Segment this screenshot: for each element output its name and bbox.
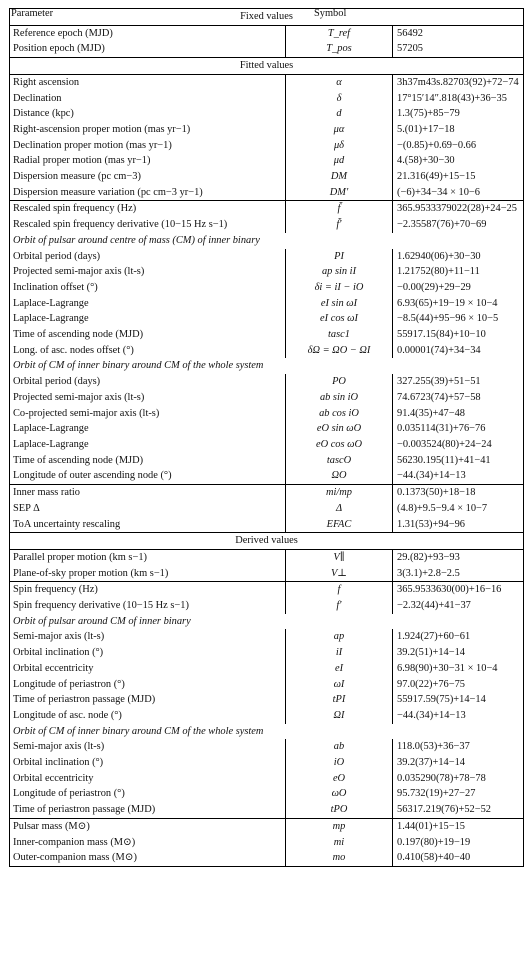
value-cell: 0.1373(50)+18−18 — [393, 485, 524, 501]
section-header-row — [10, 533, 524, 550]
parameter-cell: Projected semi-major axis (lt-s) — [10, 390, 286, 406]
value-cell: 5.(01)+17−18 — [393, 122, 524, 138]
subsection-title: Orbit of pulsar around CM of inner binary — [10, 614, 524, 630]
symbol-cell: eI sin ωI — [286, 296, 393, 312]
value-cell: 56317.219(76)+52−52 — [393, 802, 524, 818]
table-row — [10, 677, 524, 693]
parameter-cell: Position epoch (MJD) — [10, 41, 286, 57]
table-row — [10, 74, 524, 90]
value-cell: 1.62940(06)+30−30 — [393, 249, 524, 265]
symbol-cell: eO cos ωO — [286, 437, 393, 453]
value-cell: −(0.85)+0.69−0.66 — [393, 138, 524, 154]
parameter-cell: Distance (kpc) — [10, 106, 286, 122]
symbol-cell: eO — [286, 771, 393, 787]
section-title: Fitted values — [10, 58, 524, 75]
value-cell: 21.316(49)+15−15 — [393, 169, 524, 185]
parameter-cell: Longitude of periastron (°) — [10, 677, 286, 693]
table-row — [10, 802, 524, 818]
symbol-cell: f̃ — [286, 201, 393, 217]
parameter-cell: Spin frequency derivative (10−15 Hz s−1) — [10, 598, 286, 614]
subsection-header-row — [10, 614, 524, 630]
parameter-cell: Inner mass ratio — [10, 485, 286, 501]
symbol-cell: δ — [286, 91, 393, 107]
value-cell: 39.2(37)+14−14 — [393, 755, 524, 771]
value-cell: 95.732(19)+27−27 — [393, 786, 524, 802]
table-row — [10, 343, 524, 359]
symbol-cell: PI — [286, 249, 393, 265]
value-cell: −44.(34)+14−13 — [393, 708, 524, 724]
table-row — [10, 138, 524, 154]
value-cell: −2.32(44)+41−37 — [393, 598, 524, 614]
table-row — [10, 629, 524, 645]
value-cell: (−6)+34−34 × 10−6 — [393, 185, 524, 201]
parameter-cell: Dispersion measure variation (pc cm−3 yr−1) — [10, 185, 286, 201]
symbol-cell: iI — [286, 645, 393, 661]
parameter-cell: Orbital eccentricity — [10, 661, 286, 677]
table-row — [10, 437, 524, 453]
subsection-header-row — [10, 358, 524, 374]
table-row — [10, 25, 524, 41]
table-row — [10, 421, 524, 437]
value-cell: 17°15′14″.818(43)+36−35 — [393, 91, 524, 107]
table-row — [10, 453, 524, 469]
parameter-cell: Reference epoch (MJD) — [10, 25, 286, 41]
subsection-title: Orbit of CM of inner binary around CM of the whole system — [10, 358, 524, 374]
value-cell: 97.0(22)+76−75 — [393, 677, 524, 693]
symbol-cell: ap sin iI — [286, 264, 393, 280]
parameter-cell: Laplace-Lagrange — [10, 421, 286, 437]
symbol-cell: V∥ — [286, 549, 393, 565]
value-cell: 6.93(65)+19−19 × 10−4 — [393, 296, 524, 312]
parameter-cell: Outer-companion mass (M⊙) — [10, 850, 286, 866]
symbol-cell: ωO — [286, 786, 393, 802]
table-row — [10, 468, 524, 484]
parameter-cell: Longitude of periastron (°) — [10, 786, 286, 802]
parameter-cell: Time of ascending node (MJD) — [10, 453, 286, 469]
table-row — [10, 106, 524, 122]
table-row — [10, 374, 524, 390]
parameter-cell: Orbital inclination (°) — [10, 755, 286, 771]
value-cell: 4.(58)+30−30 — [393, 153, 524, 169]
table-row — [10, 645, 524, 661]
value-cell: 3(3.1)+2.8−2.5 — [393, 566, 524, 582]
parameter-cell: SEP Δ — [10, 501, 286, 517]
table-row — [10, 485, 524, 501]
table-row — [10, 771, 524, 787]
parameter-table-container — [9, 8, 523, 867]
parameter-cell: Plane-of-sky proper motion (km s−1) — [10, 566, 286, 582]
value-cell: 57205 — [393, 41, 524, 57]
table-row — [10, 249, 524, 265]
parameter-cell: Orbital inclination (°) — [10, 645, 286, 661]
symbol-cell: mp — [286, 818, 393, 834]
parameter-cell: Right-ascension proper motion (mas yr−1) — [10, 122, 286, 138]
table-row — [10, 708, 524, 724]
value-cell: −0.003524(80)+24−24 — [393, 437, 524, 453]
table-row — [10, 755, 524, 771]
value-cell: 1.31(53)+94−96 — [393, 517, 524, 533]
value-cell: −0.00(29)+29−29 — [393, 280, 524, 296]
symbol-cell: T_ref — [286, 25, 393, 41]
value-cell: 0.035290(78)+78−78 — [393, 771, 524, 787]
parameter-cell: Longitude of asc. node (°) — [10, 708, 286, 724]
symbol-cell: eO sin ωO — [286, 421, 393, 437]
parameter-cell: Orbital eccentricity — [10, 771, 286, 787]
table-row — [10, 390, 524, 406]
symbol-cell: mi — [286, 835, 393, 851]
table-row — [10, 850, 524, 866]
section-header-row — [10, 58, 524, 75]
parameter-cell: Rescaled spin frequency (Hz) — [10, 201, 286, 217]
header-symbol: Symbol — [314, 8, 347, 19]
value-cell: 0.035114(31)+76−76 — [393, 421, 524, 437]
symbol-cell: f̃′ — [286, 217, 393, 233]
value-cell: 365.9533630(00)+16−16 — [393, 582, 524, 598]
symbol-cell: ap — [286, 629, 393, 645]
table-row — [10, 122, 524, 138]
parameter-cell: Laplace-Lagrange — [10, 437, 286, 453]
parameter-cell: Right ascension — [10, 74, 286, 90]
subsection-title: Orbit of pulsar around centre of mass (CM) of inner binary — [10, 233, 524, 249]
symbol-cell: iO — [286, 755, 393, 771]
parameter-cell: Spin frequency (Hz) — [10, 582, 286, 598]
symbol-cell: EFAC — [286, 517, 393, 533]
table-row — [10, 185, 524, 201]
table-row — [10, 311, 524, 327]
parameter-cell: Semi-major axis (lt-s) — [10, 629, 286, 645]
value-cell: −2.35587(76)+70−69 — [393, 217, 524, 233]
table-row — [10, 786, 524, 802]
parameter-cell: Orbital period (days) — [10, 249, 286, 265]
section-title: Derived values — [10, 533, 524, 550]
parameter-cell: Radial proper motion (mas yr−1) — [10, 153, 286, 169]
symbol-cell: μδ — [286, 138, 393, 154]
parameter-cell: Orbital period (days) — [10, 374, 286, 390]
parameter-table — [9, 8, 524, 867]
table-row — [10, 818, 524, 834]
table-row — [10, 598, 524, 614]
table-row — [10, 169, 524, 185]
subsection-title: Orbit of CM of inner binary around CM of the whole system — [10, 724, 524, 740]
table-row — [10, 692, 524, 708]
table-row — [10, 582, 524, 598]
parameter-cell: Rescaled spin frequency derivative (10−15 Hz s−1) — [10, 217, 286, 233]
table-body — [10, 9, 524, 867]
value-cell: 1.21752(80)+11−11 — [393, 264, 524, 280]
value-cell: 29.(82)+93−93 — [393, 549, 524, 565]
subsection-header-row — [10, 724, 524, 740]
table-row — [10, 327, 524, 343]
value-cell: 6.98(90)+30−31 × 10−4 — [393, 661, 524, 677]
parameter-cell: Dispersion measure (pc cm−3) — [10, 169, 286, 185]
table-row — [10, 41, 524, 57]
symbol-cell: mo — [286, 850, 393, 866]
value-cell: 0.197(80)+19−19 — [393, 835, 524, 851]
symbol-cell: tascO — [286, 453, 393, 469]
symbol-cell: mi/mp — [286, 485, 393, 501]
value-cell: 55917.15(84)+10−10 — [393, 327, 524, 343]
value-cell: 55917.59(75)+14−14 — [393, 692, 524, 708]
value-cell: 56492 — [393, 25, 524, 41]
parameter-cell: Inclination offset (°) — [10, 280, 286, 296]
symbol-cell: ab sin iO — [286, 390, 393, 406]
table-row — [10, 280, 524, 296]
symbol-cell: DM′ — [286, 185, 393, 201]
parameter-cell: Long. of asc. nodes offset (°) — [10, 343, 286, 359]
symbol-cell: ΩI — [286, 708, 393, 724]
value-cell: 365.9533379022(28)+24−25 — [393, 201, 524, 217]
table-row — [10, 296, 524, 312]
value-cell: 1.3(75)+85−79 — [393, 106, 524, 122]
symbol-cell: f′ — [286, 598, 393, 614]
table-row — [10, 217, 524, 233]
subsection-header-row — [10, 233, 524, 249]
value-cell: 3h37m43s.82703(92)+72−74 — [393, 74, 524, 90]
table-row — [10, 501, 524, 517]
value-cell: 118.0(53)+36−37 — [393, 739, 524, 755]
parameter-cell: Semi-major axis (lt-s) — [10, 739, 286, 755]
table-row — [10, 549, 524, 565]
parameter-cell: Declination — [10, 91, 286, 107]
parameter-cell: Projected semi-major axis (lt-s) — [10, 264, 286, 280]
symbol-cell: V⊥ — [286, 566, 393, 582]
value-cell: 39.2(51)+14−14 — [393, 645, 524, 661]
value-cell: 74.6723(74)+57−58 — [393, 390, 524, 406]
table-row — [10, 406, 524, 422]
parameter-cell: ToA uncertainty rescaling — [10, 517, 286, 533]
parameter-cell: Longitude of outer ascending node (°) — [10, 468, 286, 484]
symbol-cell: ab cos iO — [286, 406, 393, 422]
symbol-cell: ab — [286, 739, 393, 755]
table-row — [10, 517, 524, 533]
table-row — [10, 153, 524, 169]
symbol-cell: ωI — [286, 677, 393, 693]
symbol-cell: μα — [286, 122, 393, 138]
value-cell: 0.00001(74)+34−34 — [393, 343, 524, 359]
table-row — [10, 739, 524, 755]
value-cell: 56230.195(11)+41−41 — [393, 453, 524, 469]
value-cell: 1.44(01)+15−15 — [393, 818, 524, 834]
table-row — [10, 264, 524, 280]
value-cell: −44.(34)+14−13 — [393, 468, 524, 484]
parameter-cell: Time of periastron passage (MJD) — [10, 692, 286, 708]
parameter-cell: Co-projected semi-major axis (lt-s) — [10, 406, 286, 422]
parameter-cell: Laplace-Lagrange — [10, 311, 286, 327]
symbol-cell: eI — [286, 661, 393, 677]
table-header — [9, 8, 523, 22]
value-cell: 0.410(58)+40−40 — [393, 850, 524, 866]
value-cell: 91.4(35)+47−48 — [393, 406, 524, 422]
symbol-cell: δi = iI − iO — [286, 280, 393, 296]
symbol-cell: T_pos — [286, 41, 393, 57]
symbol-cell: eI cos ωI — [286, 311, 393, 327]
parameter-cell: Parallel proper motion (km s−1) — [10, 549, 286, 565]
symbol-cell: μd — [286, 153, 393, 169]
symbol-cell: f — [286, 582, 393, 598]
table-row — [10, 661, 524, 677]
symbol-cell: PO — [286, 374, 393, 390]
symbol-cell: tPO — [286, 802, 393, 818]
table-row — [10, 566, 524, 582]
symbol-cell: Δ — [286, 501, 393, 517]
value-cell: −8.5(44)+95−96 × 10−5 — [393, 311, 524, 327]
symbol-cell: α — [286, 74, 393, 90]
symbol-cell: δΩ = ΩO − ΩI — [286, 343, 393, 359]
parameter-cell: Time of periastron passage (MJD) — [10, 802, 286, 818]
symbol-cell: tasc1 — [286, 327, 393, 343]
section-title: Fixed values — [10, 9, 524, 26]
parameter-cell: Laplace-Lagrange — [10, 296, 286, 312]
value-cell: 327.255(39)+51−51 — [393, 374, 524, 390]
table-row — [10, 201, 524, 217]
value-cell: 1.924(27)+60−61 — [393, 629, 524, 645]
value-cell: (4.8)+9.5−9.4 × 10−7 — [393, 501, 524, 517]
table-row — [10, 91, 524, 107]
symbol-cell: DM — [286, 169, 393, 185]
parameter-cell: Pulsar mass (M⊙) — [10, 818, 286, 834]
parameter-cell: Time of ascending node (MJD) — [10, 327, 286, 343]
parameter-cell: Declination proper motion (mas yr−1) — [10, 138, 286, 154]
symbol-cell: d — [286, 106, 393, 122]
symbol-cell: ΩO — [286, 468, 393, 484]
header-parameter: Parameter — [11, 8, 54, 19]
symbol-cell: tPI — [286, 692, 393, 708]
parameter-cell: Inner-companion mass (M⊙) — [10, 835, 286, 851]
table-row — [10, 835, 524, 851]
